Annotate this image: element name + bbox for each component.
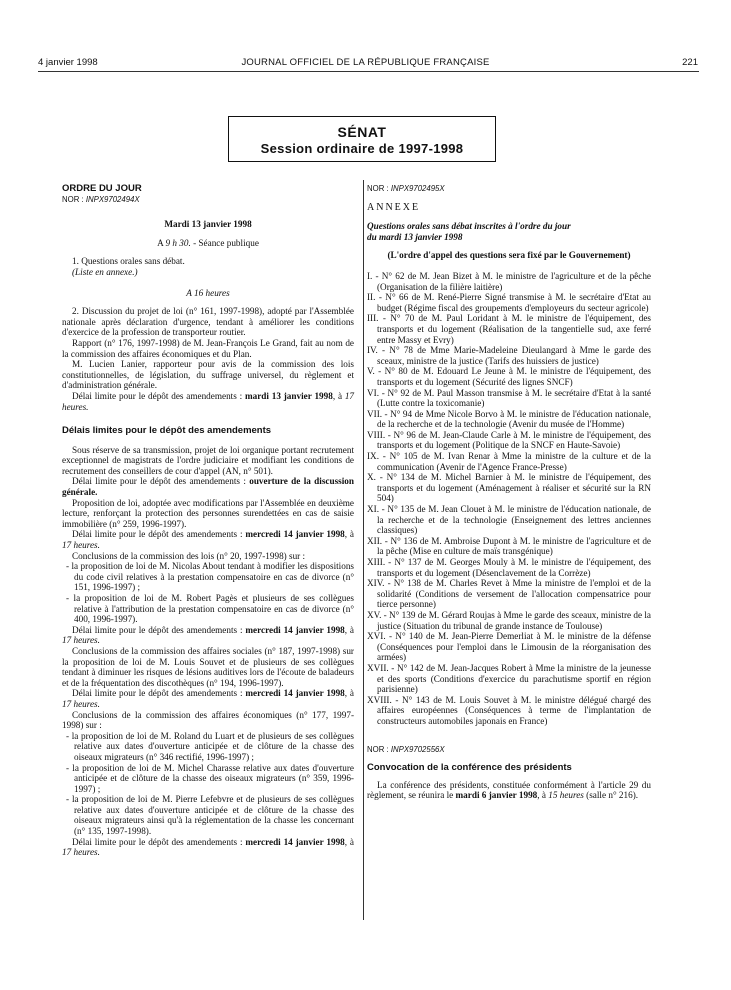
- deadline-date: mercredi 14 janvier 1998: [245, 624, 345, 635]
- list-item: - la proposition de loi de M. Pierre Lefebvre et de plusieurs de ses collègues relative aux dates d'ouverture anticipée et de clôture de la chasse des oiseaux migrateurs ainsi qu'à la réglementation de la chasse les concernant (n° 135, 1997-1998).: [66, 794, 354, 837]
- ordre-du-jour-title: ORDRE DU JOUR: [62, 183, 142, 194]
- deadline-label: Délai limite pour le dépôt des amendements :: [72, 390, 245, 401]
- question-item: XVI. - N° 140 de M. Jean-Pierre Demerliat à M. le ministre de la défense (Conséquences pour l'emploi dans le Limousin de la réorganisation des armées): [367, 631, 651, 663]
- question-item: VIII. - N° 96 de M. Jean-Claude Carle à M. le ministre de l'équipement, des transports et du logement (Politique de la SNCF en Haute-Savoie): [367, 429, 651, 451]
- deadline-hour: 17 heures.: [62, 635, 100, 646]
- page-header: [28, 57, 703, 71]
- questions-title-line-1: Questions orales sans débat inscrites à l'ordre du jour: [367, 221, 571, 232]
- nor-label: NOR :: [367, 744, 389, 754]
- right-column: [367, 184, 651, 801]
- conference-paragraph: [367, 780, 651, 801]
- question-item: XV. - N° 139 de M. Gérard Roujas à Mme le garde des sceaux, ministre de la justice (Situation du tribunal de grande instance de Toulouse): [367, 609, 651, 631]
- list-item: - la proposition de loi de M. Nicolas About tendant à modifier les dispositions du code civil relatives à la prestation compensatoire en cas de divorce (n° 151, 1996-1997) ;: [66, 561, 354, 593]
- delais-para-8: [62, 688, 354, 709]
- questions-list: [367, 271, 651, 727]
- deadline-value: ouverture de la discussion générale.: [62, 476, 355, 498]
- header-rule: [38, 71, 699, 72]
- column-divider: [363, 180, 364, 920]
- question-item: XVIII. - N° 143 de M. Louis Souvet à M. le ministre délégué chargé des affaires européennes (Conséquences à terme de l'implantation de constructeurs automobiles japonais en France): [367, 694, 651, 726]
- conference-hour: 15 heures: [548, 790, 584, 801]
- rapporteur-paragraph: M. Lucien Lanier, rapporteur pour avis de la commission des lois constitutionnelles, de législation, du suffrage universel, du règlement et d'administration générale.: [62, 359, 354, 391]
- header-date: 4 janvier 1998: [38, 57, 98, 68]
- time-suffix: - Séance publique: [190, 237, 259, 248]
- deadline-sep: , à: [344, 529, 354, 540]
- banner-title: SÉNAT: [337, 124, 387, 140]
- deadline-label: Délai limite pour le dépôt des amendements :: [72, 529, 246, 540]
- lois-proposals-list: [62, 561, 354, 625]
- deadline-date: mardi 13 janvier 1998: [244, 390, 333, 401]
- delais-para-6: [62, 625, 354, 646]
- question-item: III. - N° 70 de M. Paul Loridant à M. le ministre de l'équipement, des transports et du logement (Réalisation de la tangentielle sud, axe ferré entre Massy et Evry): [367, 313, 651, 345]
- delais-para-4: [62, 529, 354, 550]
- deadline-sep: , à: [332, 390, 345, 401]
- list-item: - la proposition de loi de M. Michel Charasse relative aux dates d'ouverture anticipée et de clôture de la chasse des oiseaux migrateurs (n° 359, 1996-1997) ;: [66, 762, 354, 794]
- conference-date: mardi 6 janvier 1998: [455, 790, 538, 801]
- nor-label: NOR :: [62, 194, 84, 204]
- banner-session: Session ordinaire de 1997-1998: [260, 141, 464, 156]
- list-item: - la proposition de loi de M. Roland du Luart et de plusieurs de ses collègues relative aux dates d'ouverture anticipée et de clôture de la chasse des oiseaux migrateurs (n° 346 rectifié, 1996-1997) ;: [66, 730, 354, 762]
- question-item: XVII. - N° 142 de M. Jean-Jacques Robert à Mme la ministre de la jeunesse et des sports (Conditions d'exercice du parachutisme sportif en région parisienne): [367, 662, 651, 695]
- question-item: V. - N° 80 de M. Edouard Le Jeune à M. le ministre de l'équipement, des transports et du logement (Sécurité des lignes SNCF): [367, 366, 651, 387]
- nor-reference-2: [367, 745, 651, 756]
- time-value: A 16 heures: [186, 287, 230, 298]
- conference-text: La conférence des présidents, constituée conformément à l'article 29 du règlement, se réunira le: [367, 779, 651, 801]
- question-item: VII. - N° 94 de Mme Nicole Borvo à M. le ministre de l'éducation nationale, de la recherche et de la technologie (Avenir du musée de l'Homme): [367, 408, 651, 430]
- deadline-label: Délai limite pour le dépôt des amendements :: [72, 624, 246, 635]
- senat-banner: [228, 116, 496, 162]
- deadline-label: Délai limite pour le dépôt des amendements :: [72, 836, 246, 847]
- question-item: XI. - N° 135 de M. Jean Clouet à M. le ministre de l'éducation nationale, de la recherche et de la technologie (Enseignement des lettres anciennes classiques): [367, 504, 651, 536]
- deadline-date: mercredi 14 janvier 1998: [245, 688, 345, 699]
- question-item: I. - N° 62 de M. Jean Bizet à M. le ministre de l'agriculture et de la pêche (Organisation de la filière laitière): [367, 270, 651, 292]
- page-number: 221: [682, 57, 698, 68]
- nor-code: INPX9702495X: [390, 184, 445, 193]
- item-1-note: [62, 267, 354, 278]
- deadline-date: mercredi 14 janvier 1998: [245, 836, 345, 847]
- nor-reference: [367, 184, 651, 195]
- deadline-sep: , à: [344, 836, 354, 847]
- deadline-label: Délai limite pour le dépôt des amendements :: [72, 476, 250, 487]
- conference-title: Convocation de la conférence des présidents: [367, 762, 572, 774]
- time-value: 9 h 30.: [165, 237, 191, 248]
- ordre-appel-note: (L'ordre d'appel des questions sera fixé par le Gouvernement): [387, 250, 631, 261]
- meeting-date: Mardi 13 janvier 1998: [164, 219, 252, 230]
- nor-code: INPX9702494X: [85, 194, 140, 204]
- question-item: XII. - N° 136 de M. Ambroise Dupont à M. le ministre de l'agriculture et de la pêche (Mise en culture de maïs transgénique): [367, 535, 651, 557]
- item-2: 2. Discussion du projet de loi (n° 161, 1997-1998), adopté par l'Assemblée nationale après déclaration d'urgence, tendant à améliorer les conditions d'exercice de la profession de transporteur routier.: [62, 306, 354, 338]
- question-item: II. - N° 66 de M. René-Pierre Signé transmise à M. le secrétaire d'Etat au budget (Régime fiscal des groupements d'employeurs du secteur agricole): [367, 292, 651, 313]
- deadline-hour: 17 heures.: [62, 847, 100, 858]
- left-column: [62, 184, 354, 858]
- delais-para-3: Proposition de loi, adoptée avec modifications par l'Assemblée en deuxième lecture, renforçant la protection des personnes surendettées en cas de saisie immobilière (n° 259, 1996-1997).: [62, 497, 354, 529]
- question-item: XIII. - N° 137 de M. Georges Mouly à M. le ministre de l'équipement, des transports et du logement (Désenclavement de la Corrèze): [367, 557, 651, 578]
- deadline-paragraph: [62, 391, 354, 412]
- delais-para-7: Conclusions de la commission des affaires sociales (n° 187, 1997-1998) sur la proposition de loi de M. Louis Souvet et de plusieurs de ses collègues tendant à diminuer les risques de lésions auditives lors de l'écoute de baladeurs et de la fréquentation des discothèques (n° 194, 1996-1997).: [62, 645, 354, 688]
- delais-para-9: Conclusions de la commission des affaires économiques (n° 177, 1997-1998) sur :: [62, 709, 354, 731]
- session-time-2: [62, 288, 354, 299]
- note-text: (Liste en annexe.): [72, 266, 138, 277]
- deadline-sep: , à: [344, 624, 354, 635]
- nor-label: NOR :: [367, 184, 389, 193]
- journal-title: JOURNAL OFFICIEL DE LA RÉPUBLIQUE FRANÇAISE: [241, 57, 490, 68]
- conference-room: (salle n° 216).: [583, 790, 639, 801]
- question-item: XIV. - N° 138 de M. Charles Revet à Mme la ministre de l'emploi et de la solidarité (Conditions de versement de l'allocation compensatrice pour tierce personne): [367, 578, 651, 610]
- chasse-proposals-list: [62, 731, 354, 837]
- questions-title-line-2: du mardi 13 janvier 1998: [367, 231, 463, 242]
- deadline-hour: 17 heures.: [62, 698, 100, 709]
- annexe-title: ANNEXE: [367, 201, 421, 213]
- question-item: IV. - N° 78 de Mme Marie-Madeleine Dieulangard à Mme le garde des sceaux, ministre de la justice (Tarifs des huissiers de justice): [367, 345, 651, 366]
- session-time-1: [62, 238, 354, 249]
- deadline-label: Délai limite pour le dépôt des amendements :: [72, 688, 246, 699]
- delais-para-1: Sous réserve de sa transmission, projet de loi organique portant recrutement exceptionnel de magistrats de l'ordre judiciaire et modifiant les conditions de recrutement des conseillers de cour d'appel (AN, n° 501).: [62, 444, 354, 476]
- rapport-paragraph: Rapport (n° 176, 1997-1998) de M. Jean-François Le Grand, fait au nom de la commission des affaires économiques et du Plan.: [62, 337, 354, 359]
- delais-title: Délais limites pour le dépôt des amendements: [62, 425, 272, 437]
- deadline-date: mercredi 14 janvier 1998: [245, 529, 345, 540]
- conference-sep: , à: [537, 790, 549, 801]
- item-1: 1. Questions orales sans débat.: [72, 256, 185, 267]
- deadline-hour: 17 heures.: [62, 390, 355, 412]
- question-item: IX. - N° 105 de M. Ivan Renar à Mme la ministre de la culture et de la communication (Avenir de l'Agence France-Presse): [367, 451, 651, 472]
- nor-code: INPX9702556X: [390, 744, 445, 754]
- list-item: - la proposition de loi de M. Robert Pagès et plusieurs de ses collègues relative à l'attribution de la prestation compensatoire en cas de divorce (n° 400, 1996-1997).: [66, 593, 354, 625]
- question-item: VI. - N° 92 de M. Paul Masson transmise à M. le secrétaire d'Etat à la santé (Lutte contre la toxicomanie): [367, 387, 651, 409]
- delais-para-5: Conclusions de la commission des lois (n° 20, 1997-1998) sur :: [72, 550, 306, 561]
- question-item: X. - N° 134 de M. Michel Barnier à M. le ministre de l'équipement, des transports et du logement (Aménagement à réaliser et sécurité sur la RN 504): [367, 472, 651, 504]
- time-prefix: A: [157, 237, 166, 248]
- deadline-sep: , à: [344, 688, 354, 699]
- nor-reference: [62, 195, 354, 206]
- deadline-hour: 17 heures.: [62, 540, 100, 551]
- delais-para-2: [62, 476, 354, 497]
- delais-para-10: [62, 837, 354, 858]
